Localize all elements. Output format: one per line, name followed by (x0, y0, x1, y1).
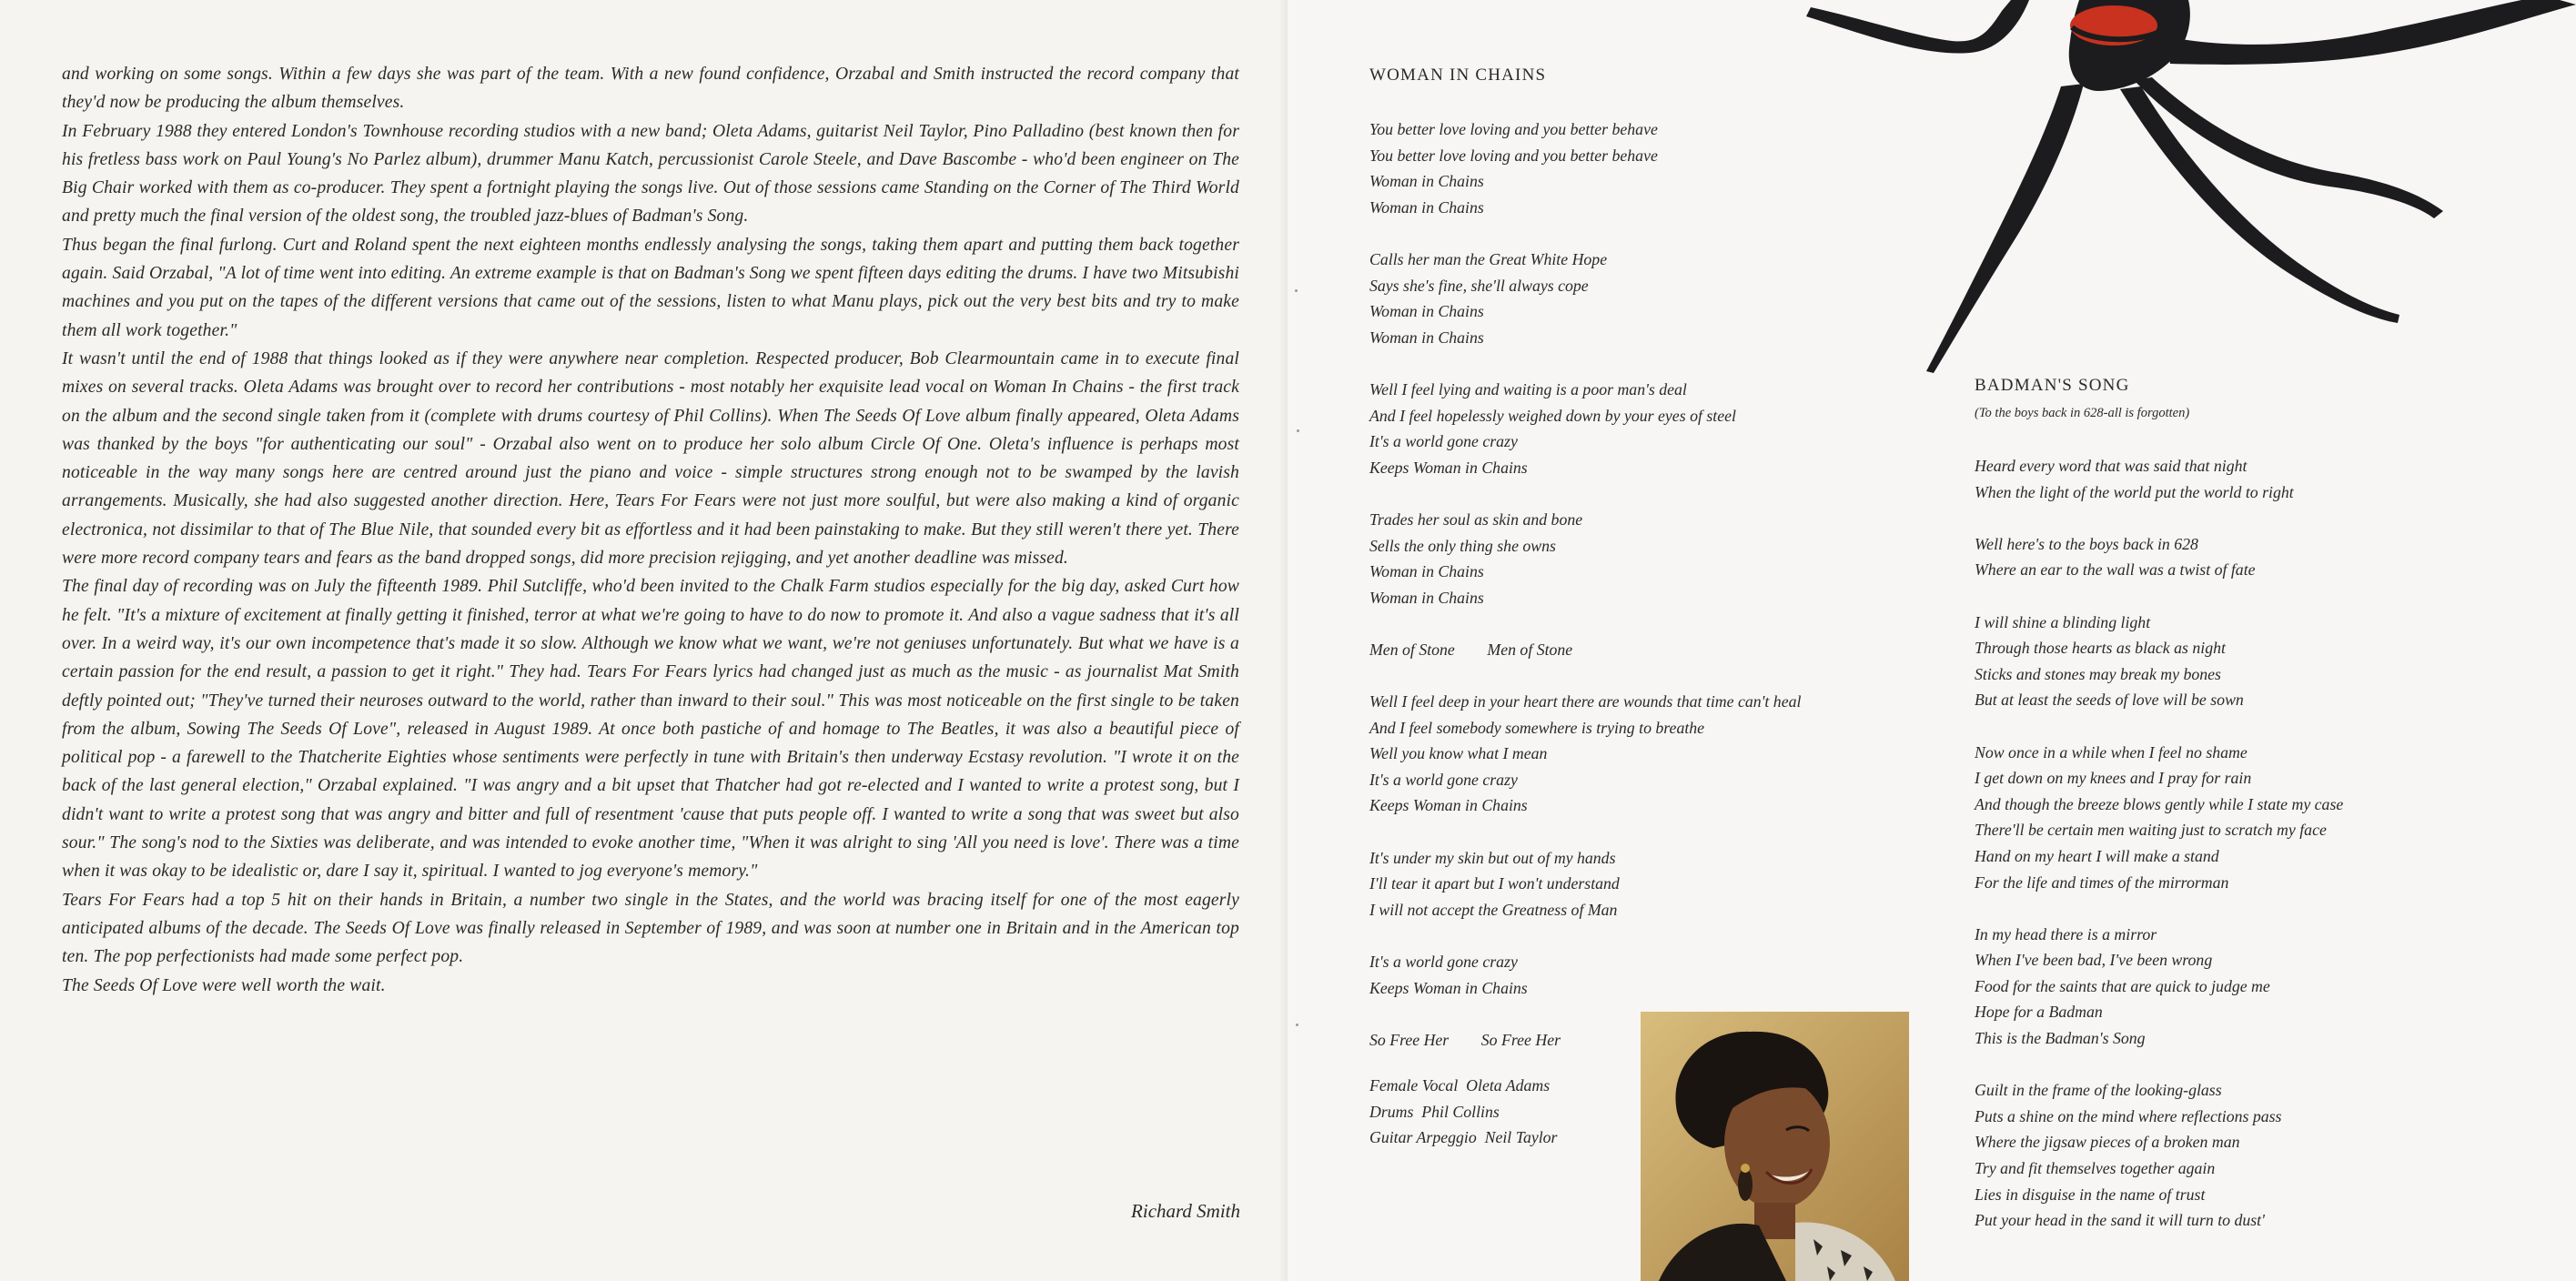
margin-mark (1296, 1024, 1298, 1026)
essay-paragraph: and working on some songs. Within a few days she was part of the team. With a new found confidence, Orzabal and Smith instructed the record company that they'd now be producing the album themselves. (62, 65, 1239, 113)
lyric-line: There'll be certain men waiting just to scratch my face (1975, 821, 2327, 840)
lyric-line: When the light of the world put the world to right (1975, 482, 2294, 501)
lyric-line: Guilt in the frame of the looking-glass (1975, 1081, 2222, 1100)
bird-wing-left (1806, 0, 2029, 53)
lyric-line: Trades her soul as skin and bone (1369, 509, 1583, 529)
lyric-line: Where the jigsaw pieces of a broken man (1975, 1133, 2240, 1152)
lyric-line (1369, 610, 1879, 637)
lyric-line: When I've been bad, I've been wrong (1975, 951, 2213, 970)
lyric-line: It's under my skin but out of my hands (1369, 848, 1616, 867)
lyric-line: Well here's to the boys back in 628 (1975, 534, 2198, 553)
margin-mark (1297, 429, 1299, 432)
lyric-line: And though the breeze blows gently while I state my case (1975, 794, 2344, 813)
lyric-line: And I feel somebody somewhere is trying to breathe (1369, 718, 1705, 737)
badmans-song-title: BADMAN'S SONG (1975, 376, 2130, 395)
lyric-line: Through those hearts as black as night (1975, 639, 2226, 658)
author-signature: Richard Smith (1131, 1200, 1240, 1222)
lyric-line: Keeps Woman in Chains (1369, 458, 1528, 477)
lyric-line (1369, 220, 1879, 247)
badmans-song-subtitle: (To the boys back in 628-all is forgotten) (1975, 406, 2190, 420)
lyric-line (1975, 713, 2520, 740)
lyric-line: For the life and times of the mirrorman (1975, 872, 2229, 892)
lyric-line (1369, 350, 1879, 377)
lyric-line: It's a world gone crazy (1369, 770, 1518, 789)
lyric-line (1369, 480, 1879, 507)
lyric-line: Try and fit themselves together again (1975, 1159, 2216, 1178)
essay-paragraph: Thus began the final furlong. Curt and Roland spent the next eighteen months endlessly analysing the songs, taking them apart and putting them back together again. Said Orzabal, "A lot of time went into editing. An extreme example is that on Badman's Song we spent fifteen days editing the drums. I have two Mitsubishi machines and you put on the tapes of the different versions that came out of the sessions, listen to what Manu plays, pick out the very best bits and try to make them all work together." (62, 235, 1239, 340)
credit-line: Guitar Arpeggio Neil Taylor (1369, 1128, 1558, 1147)
lyric-line: This is the Badman's Song (1975, 1029, 2146, 1048)
lyric-line: Well I feel lying and waiting is a poor man's deal (1369, 379, 1687, 398)
lyric-line: Men of Stone Men of Stone (1369, 640, 1573, 659)
lyric-line: Now once in a while when I feel no shame (1975, 742, 2248, 762)
lyric-line (1369, 923, 1879, 949)
song-credits (1369, 1073, 1557, 1151)
essay-paragraph: Tears For Fears had a top 5 hit on their hands in Britain, a number two single in the States, and the world was bracing itself for one of the most eagerly anticipated albums of the decade. The Seeds Of Love was finally released in September of 1989, and was soon at number one in Britain and in the American top ten. The pop perfectionists had made some perfect pop. (62, 890, 1239, 967)
lyric-line: You better love loving and you better behave (1369, 146, 1658, 165)
lyric-line: Sells the only thing she owns (1369, 536, 1556, 555)
lyric-line: Woman in Chains (1369, 172, 1484, 191)
essay-paragraph: It wasn't until the end of 1988 that things looked as if they were anywhere near completion. Respected producer, Bob Clearmountain came in to execute final mixes on several tracks. Oleta Adams was brought over to record her contributions - most notably her exquisite lead vocal on Woman In Chains - the first track on the album and the second single taken from it (complete with drums courtesy of Phil Collins). When The Seeds Of Love album finally appeared, Oleta Adams was thanked by the boys "for authenticating our soul" - Orzabal also went on to produce her solo album Circle Of One. Oleta's influence is perhaps most noticeable in the way many songs here are centred around just the piano and voice - simple structures strong enough not to be swamped by the lavish arrangements. Musically, she had also suggested another direction. Here, Tears For Fears were not just more soulful, but were also making a kind of organic electronica, not dissimilar to that of The Blue Nile, that sounded every bit as effortless and it had been painstaking to make. But they still weren't there yet. There were more record company tears and fears as the band dropped songs, did more precision rejigging, and yet another deadline was missed. (62, 348, 1239, 569)
bird-tail-left (1926, 84, 2084, 373)
woman-in-chains-title: WOMAN IN CHAINS (1369, 66, 1547, 85)
lyric-line: I'll tear it apart but I won't understand (1369, 874, 1620, 893)
lyric-line: I get down on my knees and I pray for rain (1975, 769, 2252, 788)
lyric-line: It's a world gone crazy (1369, 953, 1518, 971)
credit-line: Female Vocal Oleta Adams (1369, 1076, 1551, 1094)
lyric-line: You better love loving and you better behave (1369, 120, 1658, 138)
lyric-line: Put your head in the sand it will turn to dust' (1975, 1211, 2265, 1230)
essay-paragraph: The final day of recording was on July the fifteenth 1989. Phil Sutcliffe, who'd been invited to the Chalk Farm studios especially for the big day, asked Curt how he felt. "It's a mixture of excitement at finally getting it finished, terror at what we're going to have to do now to promote it. And also a vague sadness that it's all over. In a weird way, it's our own incompetence that's made it so slow. Although we know what we want, we're not geniuses unfortunately. But what we have is a certain passion for the end result, a passion to get it right." They had. Tears For Fears lyrics had changed just as much as the music - as journalist Mat Smith deftly pointed out; "They've turned their neuroses outward to the world, rather than inward to their soul." This was most noticeable on the first single to be taken from the album, Sowing The Seeds Of Love", released in August 1989. At once both pastiche of and homage to The Beatles, it was also a beautiful piece of political pop - a farewell to the Thatcherite Eighties whose sentiments were perfectly in tune with Britain's then underway Ecstasy revolution. "I wrote it on the back of the last general election," Orzabal explained. "I was angry and a bit upset that Thatcher had got re-elected and I wanted to write a protest song, but I didn't want to write a protest song that was angry and bitter and full of resentment 'cause that puts people off. I wanted to write a song that was sweet but also sour." The song's nod to the Sixties was deliberate, and was intended to evoke another time, "When it was alright to sing 'All you need is love'. There was a time when it was okay to be idealistic or, dare I say it, spiritual. I wanted to jog everyone's memory." (62, 577, 1239, 882)
lyric-line: Heard every word that was said that night (1975, 457, 2248, 475)
lyric-line: Woman in Chains (1369, 302, 1484, 321)
essay-paragraph: The Seeds Of Love were well worth the wait. (62, 975, 386, 995)
lyric-line: Well you know what I mean (1369, 744, 1548, 763)
lyric-line: I will not accept the Greatness of Man (1369, 900, 1618, 919)
lyric-line (1975, 583, 2520, 610)
badmans-song-lyrics (1975, 453, 2520, 1234)
lyric-line: Where an ear to the wall was a twist of fate (1975, 560, 2256, 580)
lyric-line: And I feel hopelessly weighed down by your eyes of steel (1369, 406, 1736, 425)
lyric-line: Hope for a Badman (1975, 1003, 2103, 1022)
bird-wing-right (2166, 0, 2576, 65)
bird-illustration (1806, 0, 2576, 382)
lyric-line: Puts a shine on the mind where reflections pass (1975, 1106, 2282, 1125)
lyric-line: Calls her man the Great White Hope (1369, 249, 1608, 268)
lyric-line (1369, 662, 1879, 689)
lyric-line: In my head there is a mirror (1975, 924, 2157, 943)
lyric-line: Hand on my heart I will make a stand (1975, 846, 2219, 865)
lyric-line (1975, 895, 2520, 922)
oleta-adams-photo (1641, 1012, 1909, 1281)
lyric-line: Says she's fine, she'll always cope (1369, 276, 1589, 295)
lyric-line: Keeps Woman in Chains (1369, 796, 1528, 815)
lyric-line: I will shine a blinding light (1975, 612, 2151, 631)
lyric-line (1975, 505, 2520, 531)
essay-text (62, 60, 1239, 1000)
lyric-line: Woman in Chains (1369, 562, 1484, 581)
lyric-line: Woman in Chains (1369, 328, 1484, 347)
lyric-line: Food for the saints that are quick to judge me (1975, 976, 2270, 995)
woman-in-chains-lyrics (1369, 116, 1879, 1053)
lyric-line: Woman in Chains (1369, 588, 1484, 607)
lyric-line: It's a world gone crazy (1369, 432, 1518, 451)
lyric-line (1369, 819, 1879, 845)
lyric-line: Well I feel deep in your heart there are wounds that time can't heal (1369, 692, 1802, 711)
lyric-line: Lies in disguise in the name of trust (1975, 1185, 2206, 1204)
bird-tail-lower (2120, 86, 2399, 323)
lyric-line: Sticks and stones may break my bones (1975, 664, 2221, 683)
credit-line: Drums Phil Collins (1369, 1102, 1500, 1121)
essay-paragraph: In February 1988 they entered London's Townhouse recording studios with a new band; Oleta Adams, guitarist Neil Taylor, Pino Palladino (best known then for his fretless bass work on Paul Young's No Parlez album), drummer Manu Katch, percussionist Carole Steele, and Dave Bascombe - who'd been engineer on The Big Chair worked with them as co-producer. They spent a fortnight playing the songs live. Out of those sessions came Standing on the Corner of The Third World and pretty much the final version of the oldest song, the troubled jazz-blues of Badman's Song. (62, 121, 1239, 227)
margin-mark (1295, 289, 1298, 292)
lyric-line: Woman in Chains (1369, 197, 1484, 217)
lyric-line: So Free Her So Free Her (1369, 1030, 1561, 1049)
lyric-line: But at least the seeds of love will be sown (1975, 691, 2244, 710)
lyric-line (1975, 1052, 2520, 1078)
lyric-line: Keeps Woman in Chains (1369, 978, 1528, 997)
